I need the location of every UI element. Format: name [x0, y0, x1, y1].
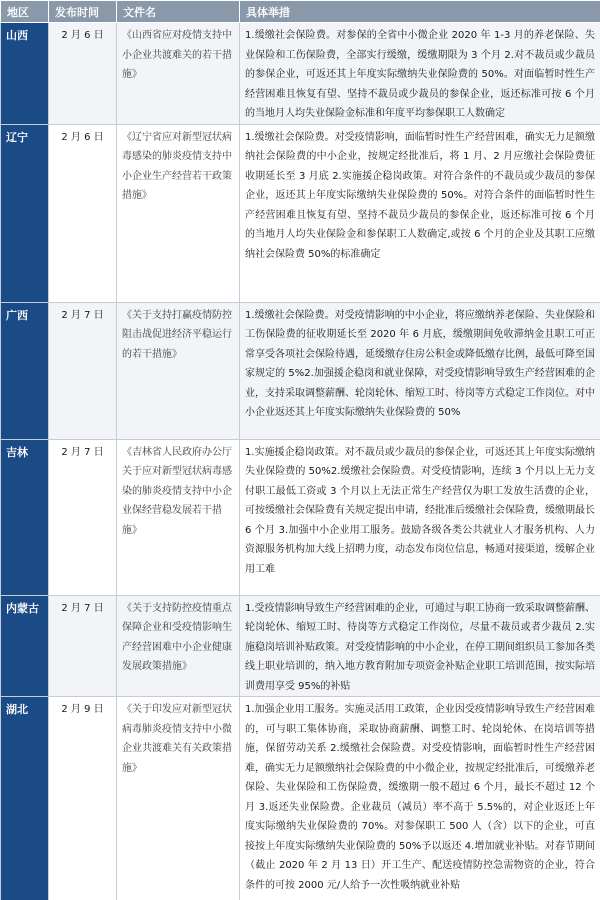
- file-cell: 《山西省应对疫情支持中小企业共渡难关的若干措施》: [117, 23, 240, 125]
- region-cell: 吉林: [1, 439, 49, 595]
- date-cell: 2 月 6 日: [49, 124, 117, 302]
- table-row: [1, 23, 600, 125]
- file-cell: 《辽宁省应对新型冠状病毒感染的肺炎疫情支持中小企业生产经营若干政策措施》: [117, 124, 240, 302]
- date-cell: 2 月 7 日: [49, 595, 117, 697]
- region-cell: 内蒙古: [1, 595, 49, 697]
- region-cell: 辽宁: [1, 124, 49, 302]
- table-row: [1, 302, 600, 439]
- table-row: [1, 124, 600, 302]
- region-cell: 广西: [1, 302, 49, 439]
- measure-cell: 1.加强企业用工服务。实施灵活用工政策，企业因受疫情影响导致生产经营困难的，可与职工集体协商，采取协商薪酬、调整工时、轮岗轮休、在岗培训等措施，保留劳动关系 2.缓缴社会保险费。对受疫情影响，面临暂时性生产经营困难，确实无力足额缴纳社会保险费的中小微企业，按规定经批准后，可缓缴养老保险、失业保险和工伤保险费，缓缴期一般不超过 6 个月，最长不超过 12 个月 3.返还失业保险费。企业裁员（减员）率不高于 5.5%的，对企业返还上年度实际缴纳失业保险费的 70%。对参保职工 500 人（含）以下的企业，可直接按上年度实际缴纳失业保险费的 50%予以返还 4.增加就业补贴。对春节期间（截止 2020 年 2 月 13 日）开工生产、配送疫情防控急需物资的企业，符合条件的可按 2000 元/人给予一次性吸纳就业补贴: [240, 697, 600, 900]
- measure-cell: 1.缓缴社会保险费。对受疫情影响的中小企业，将应缴纳养老保险、失业保险和工伤保险费的征收期延长至 2020 年 6 月底，缓缴期间免收滞纳金且职工可正常享受各项社会保险待遇，延缓缴存住房公积金或降低缴存比例，最低可降至国家规定的 5%2.加强援企稳岗和就业保障，对受疫情影响导致生产经营困难的企业，支持采取调整薪酬、轮岗轮休、缩短工时、待岗等方式稳定工作岗位。对中小企业返还其上年度实际缴纳失业保险费的 50%: [240, 302, 600, 439]
- file-cell: 《关于支持打赢疫情防控阻击战促进经济平稳运行的若干措施》: [117, 302, 240, 439]
- measure-cell: 1.缓缴社会保险费。对受疫情影响，面临暂时性生产经营困难，确实无力足额缴纳社会保险费的中小企业，按规定经批准后，将 1 月、2 月应缴社会保险费征收期延长至 3 月底 2.实施援企稳岗政策。对符合条件的不裁员或少裁员的参保企业，返还其上年度实际缴纳失业保险费的 50%。对符合条件的面临暂时性生产经营困难且恢复有望、坚持不裁员少裁员的参保企业，返还标准可按 6 个月的当地月人均失业保险金和参保职工人数确定,或按 6 个月的企业及其职工应缴纳社会保险费 50%的标准确定: [240, 124, 600, 302]
- table-row: [1, 697, 600, 900]
- region-cell: 湖北: [1, 697, 49, 900]
- table-row: [1, 595, 600, 697]
- measure-cell: 1.缓缴社会保险费。对参保的全省中小微企业 2020 年 1-3 月的养老保险、失业保险和工伤保险费，全部实行缓缴，缓缴期限为 3 个月 2.对不裁员或少裁员的参保企业，可返还其上年度实际缴纳失业保险费的 50%。对面临暂时性生产经营困难且恢复有望、坚持不裁员或少裁员的参保企业，返还标准可按 6 个月的当地月人均失业保险金标准和年度平均参保职工人数确定: [240, 23, 600, 125]
- date-cell: 2 月 7 日: [49, 302, 117, 439]
- table-row: [1, 439, 600, 595]
- file-cell: 《关于印发应对新型冠状病毒肺炎疫情支持中小微企业共渡难关有关政策措施》: [117, 697, 240, 900]
- file-cell: 《吉林省人民政府办公厅关于应对新型冠状病毒感染的肺炎疫情支持中小企业保经营稳发展若干措施》: [117, 439, 240, 595]
- header-region: 地区: [1, 1, 49, 23]
- header-measure: 具体举措: [240, 1, 600, 23]
- header-date: 发布时间: [49, 1, 117, 23]
- file-cell: 《关于支持防控疫情重点保障企业和受疫情影响生产经营困难中小企业健康发展政策措施》: [117, 595, 240, 697]
- date-cell: 2 月 6 日: [49, 23, 117, 125]
- table-header-row: [1, 1, 600, 23]
- measure-cell: 1.受疫情影响导致生产经营困难的企业，可通过与职工协商一致采取调整薪酬、轮岗轮休、缩短工时、待岗等方式稳定工作岗位，尽量不裁员或者少裁员 2.实施稳岗培训补贴政策。对受疫情影响的中小企业，在停工期间组织员工参加各类线上职业培训的，纳入地方教育附加专项资金补贴企业职工培训范围，按实际培训费用享受 95%的补贴: [240, 595, 600, 697]
- date-cell: 2 月 7 日: [49, 439, 117, 595]
- measure-cell: 1.实施援企稳岗政策。对不裁员或少裁员的参保企业，可返还其上年度实际缴纳失业保险费的 50%2.缓缴社会保险费。对受疫情影响，连续 3 个月以上无力支付职工最低工资或 3 个月以上无法正常生产经营仅为职工发放生活费的企业，可按缓缴社会保险费有关规定提出申请，经批准后缓缴社会保险费，缓缴期最长 6 个月 3.加强中小企业用工服务。鼓励各级各类公共就业人才服务机构、人力资源服务机构加大线上招聘力度，动态发布岗位信息，畅通对接渠道，缓解企业用工难: [240, 439, 600, 595]
- date-cell: 2 月 9 日: [49, 697, 117, 900]
- region-cell: 山西: [1, 23, 49, 125]
- header-file: 文件名: [117, 1, 240, 23]
